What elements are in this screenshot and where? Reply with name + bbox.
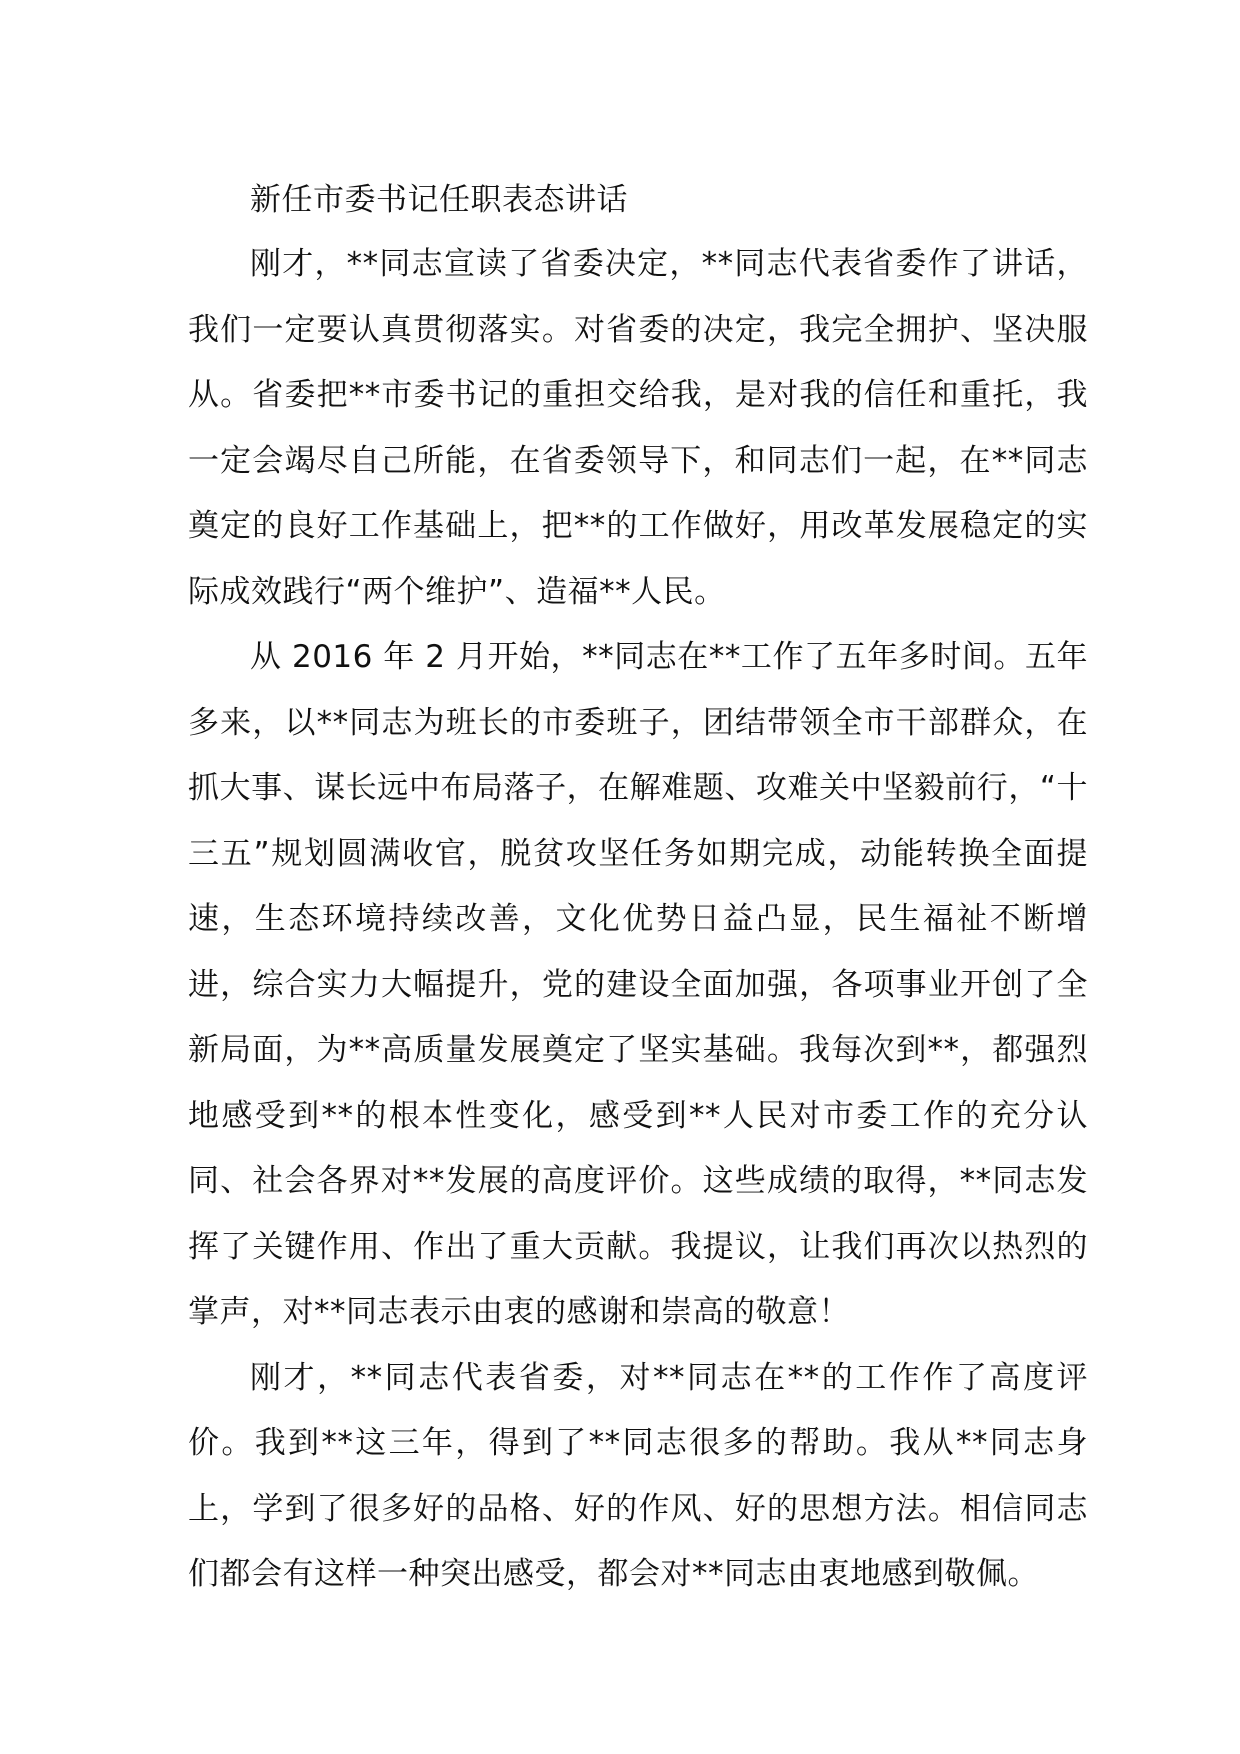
paragraph-2: 从 2016 年 2 月开始，**同志在**工作了五年多时间。五年多来，以**同志为班长的市委班子，团结带领全市干部群众，在抓大事、谋长远中布局落子，在解难题、攻难关中坚毅前行，“十三五”规划圆满收官，脱贫攻坚任务如期完成，动能转换全面提速，生态环境持续改善，文化优势日益凸显，民生福祉不断增进，综合实力大幅提升，党的建设全面加强，各项事业开创了全新局面，为**高质量发展奠定了坚实基础。我每次到**，都强烈地感受到**的根本性变化，感受到**人民对市委工作的充分认同、社会各界对**发展的高度评价。这些成绩的取得，**同志发挥了关键作用、作出了重大贡献。我提议，让我们再次以热烈的掌声，对**同志表示由衷的感谢和崇高的敬意！	[188, 639, 1088, 1330]
paragraph-3: 刚才，**同志代表省委，对**同志在**的工作作了高度评价。我到**这三年，得到了**同志很多的帮助。我从**同志身上，学到了很多好的品格、好的作风、好的思想方法。相信同志们都会有这样一种突出感受，都会对**同志由衷地感到敬佩。	[188, 1359, 1088, 1592]
document-title: 新任市委书记任职表态讲话	[250, 182, 628, 218]
paragraph-1: 刚才，**同志宣读了省委决定，**同志代表省委作了讲话，我们一定要认真贯彻落实。对省委的决定，我完全拥护、坚决服从。省委把**市委书记的重担交给我，是对我的信任和重托，我一定会竭尽自己所能，在省委领导下，和同志们一起，在**同志奠定的良好工作基础上，把**的工作做好，用改革发展稳定的实际成效践行“两个维护”、造福**人民。	[188, 246, 1088, 610]
document-body	[188, 168, 1088, 1608]
